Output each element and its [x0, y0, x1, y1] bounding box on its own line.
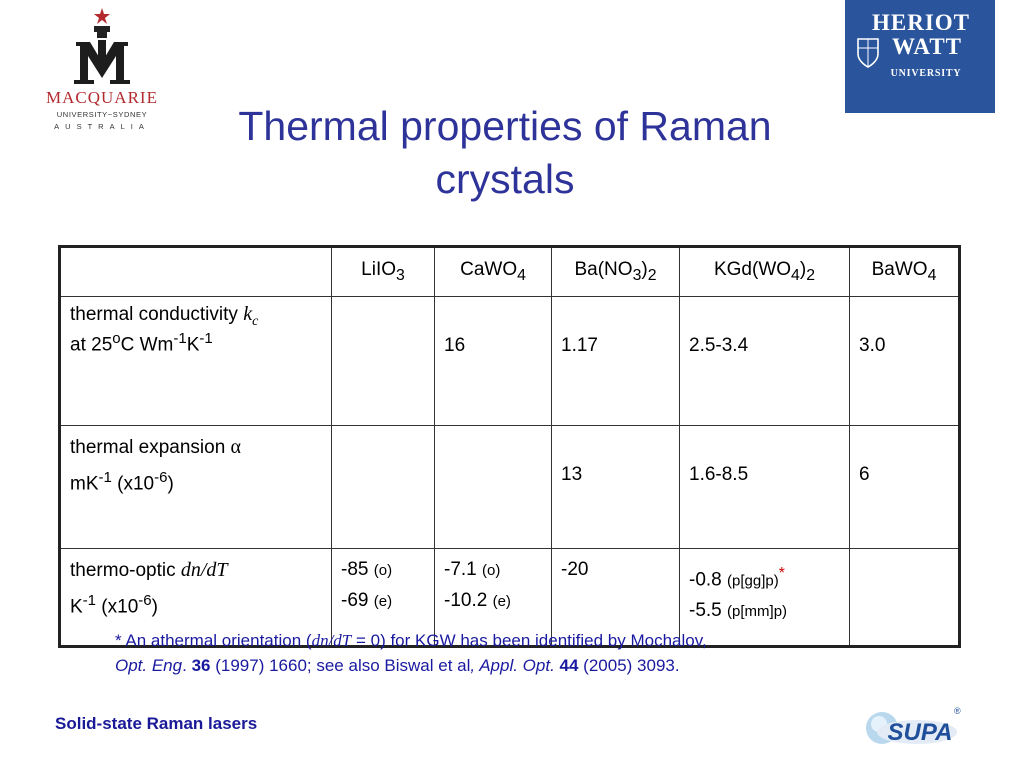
cell-liio3 [332, 297, 435, 426]
header-bano32: $Ba(NO_3)_2$ [552, 247, 680, 297]
cell-bano32: -20 [552, 549, 680, 647]
cell-bano32: 13 [552, 426, 680, 549]
heriot-watt-line3: UNIVERSITY [890, 68, 962, 79]
supa-logo [862, 702, 962, 754]
header-cawo4: CaWO$_4$ [435, 247, 552, 297]
slide-title: Thermal properties of Raman crystals [238, 103, 772, 202]
row-label-thermal-expansion: thermal expansion α $mK^{-1}$ $(x10^{-6})$ [60, 426, 332, 549]
row-label-thermo-optic: thermo-optic dn/dT $K^{-1}$ $(x10^{-6})$ [60, 549, 332, 647]
thermal-properties-table [58, 245, 961, 648]
cell-liio3 [332, 426, 435, 549]
macquarie-lighthouse-emblem [70, 6, 134, 86]
row-label-thermal-conductivity: thermal conductivity $k_c$ at 25$^o$C $Wm^{-1}K^{-1}$ [60, 297, 332, 426]
table-row [60, 426, 960, 549]
heriot-watt-line2: WATT [891, 34, 963, 59]
supa-registered-mark: ® [954, 706, 961, 716]
cell-kgdwo42: 1.6-8.5 [680, 426, 850, 549]
header-kgdwo42: $KGd(WO_4)_2$ [680, 247, 850, 297]
cell-bawo4: 3.0 [850, 297, 960, 426]
cell-kgdwo42: 2.5-3.4 [680, 297, 850, 426]
header-empty-cell [60, 247, 332, 297]
cell-liio3: -85 (o) -69 (e) [332, 549, 435, 647]
cell-cawo4 [435, 426, 552, 549]
supa-logo-text: SUPA [887, 719, 953, 746]
cell-bawo4: 6 [850, 426, 960, 549]
footnote: * An athermal orientation (dn/dT = 0) for KGW has been identified by Mochalov, Opt. Eng. 36 (1997) 1660; see also Biswal et al, Appl. Opt. 44 (2005) 3093. [115, 631, 707, 675]
macquarie-university-logo [40, 6, 170, 136]
heriot-watt-line1: HERIOT [871, 10, 971, 35]
cell-kgdwo42: -0.8 (p[gg]p)* -5.5 (p[mm]p) [680, 549, 850, 647]
header-liio3: LiIO$_3$ [332, 247, 435, 297]
table-row [60, 297, 960, 426]
cell-cawo4: -7.1 (o) -10.2 (e) [435, 549, 552, 647]
header-bawo4: BaWO$_4$ [850, 247, 960, 297]
footer-label: Solid-state Raman lasers [55, 714, 258, 733]
macquarie-university-line: UNIVERSITY~SYDNEY [56, 110, 148, 119]
cell-cawo4: 16 [435, 297, 552, 426]
heriot-watt-university-logo [845, 0, 995, 113]
macquarie-country-line: AUSTRALIA [54, 122, 150, 131]
table-header-row [60, 247, 960, 297]
cell-bano32: 1.17 [552, 297, 680, 426]
macquarie-name: MACQUARIE [46, 88, 158, 107]
